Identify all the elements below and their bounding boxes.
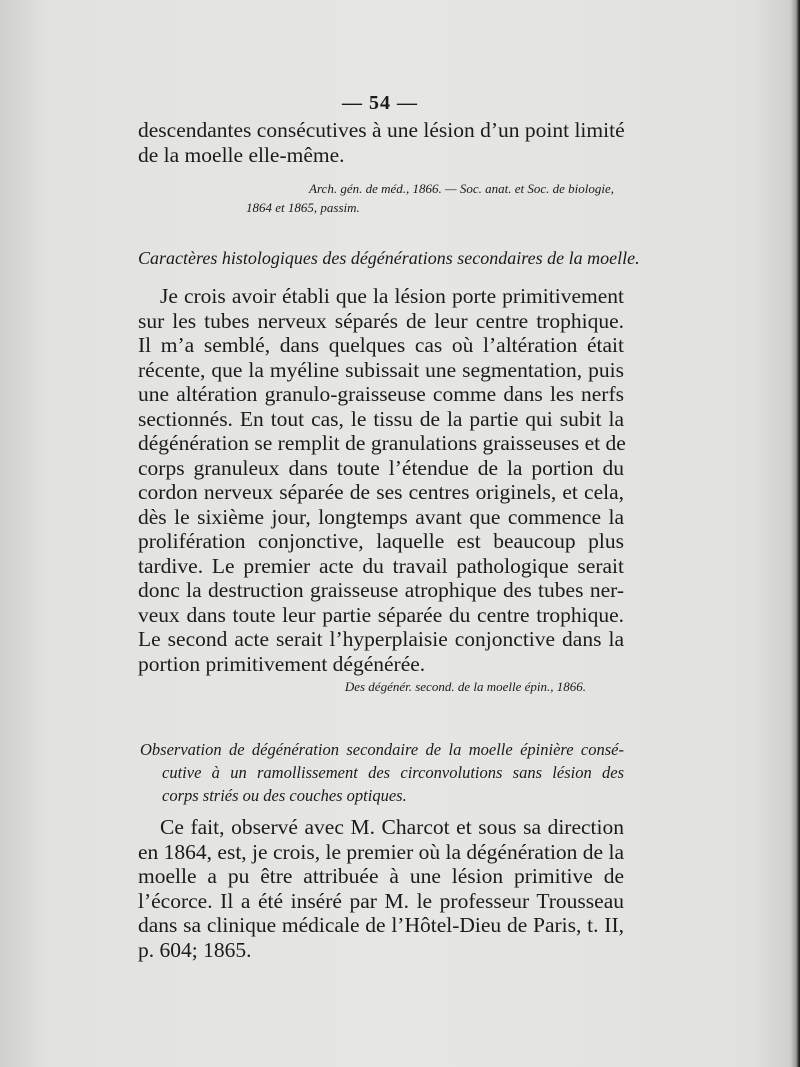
body-line: Il m’a semblé, dans quelques cas où l’altération était [138,333,624,357]
body-line: donc la destruction graisseuse atrophique des tubes ner- [138,578,624,602]
section-title: Caractères histologiques des dégénérations secondaires de la moelle. [138,248,640,268]
page-edge-shadow [790,0,800,1067]
intro-paragraph [138,118,624,167]
citation-line: 1864 et 1865, passim. [246,200,360,215]
section-heading-observation [140,738,624,807]
citation-line: Des dégénér. second. de la moelle épin., 1866. [344,679,586,694]
body-line: corps granuleux dans toute l’étendue de la portion du [138,455,624,480]
citation-arch-gen [150,179,620,217]
body-line: récente, que la myéline subissait une segmentation, puis [138,357,624,382]
body-line: p. 604; 1865. [138,937,252,962]
body-line: sectionnés. En tout cas, le tissu de la partie qui subit la [138,406,624,431]
section-body-histology [138,284,624,676]
citation-line: Arch. gén. de méd., 1866. — Soc. anat. et Soc. de biologie, [309,181,614,196]
body-line: Ce fait, observé avec M. Charcot et sous sa direction [160,815,624,839]
observation-title-line: corps striés ou des couches optiques. [162,786,407,805]
body-line: en 1864, est, je crois, le premier où la dégénération de la [138,839,624,864]
body-line: portion primitivement dégénérée. [138,651,426,676]
body-line: Je crois avoir établi que la lésion porte primitivement [160,284,624,308]
body-line: moelle a pu être attribuée à une lésion primitive de [138,864,624,888]
observation-title-line: cutive à un ramollissement des circonvolutions sans lésion des [162,763,624,782]
intro-line: de la moelle elle-même. [138,142,345,167]
body-line: dégénération se remplit de granulations graisseuses et de [138,431,626,455]
intro-line: descendantes consécutives à une lésion d’un point limité [138,118,625,142]
body-line: cordon nerveux séparée de ses centres originels, et cela, [138,480,624,504]
section-heading-histology [138,246,640,270]
body-line: dans sa clinique médicale de l’Hôtel-Dieu de Paris, t. II, [138,913,624,937]
observation-title-line: Observation de dégénération secondaire de la moelle épinière consé- [140,740,624,759]
body-line: veux dans toute leur partie séparée du centre trophique. [138,602,624,627]
body-line: dès le sixième jour, longtemps avant que commence la [138,504,624,529]
body-line: tardive. Le premier acte du travail pathologique serait [138,553,624,578]
section-body-observation [138,815,624,962]
body-line: Le second acte serait l’hyperplaisie conjonctive dans la [138,627,624,651]
page-number: — 54 — [342,92,418,114]
body-line: sur les tubes nerveux séparés de leur centre trophique. [138,308,624,333]
body-line: l’écorce. Il a été inséré par M. le professeur Trousseau [138,888,624,913]
citation-degener [140,677,586,696]
body-line: prolifération conjonctive, laquelle est beaucoup plus [138,529,624,553]
body-line: une altération granulo-graisseuse comme dans les nerfs [138,382,624,406]
